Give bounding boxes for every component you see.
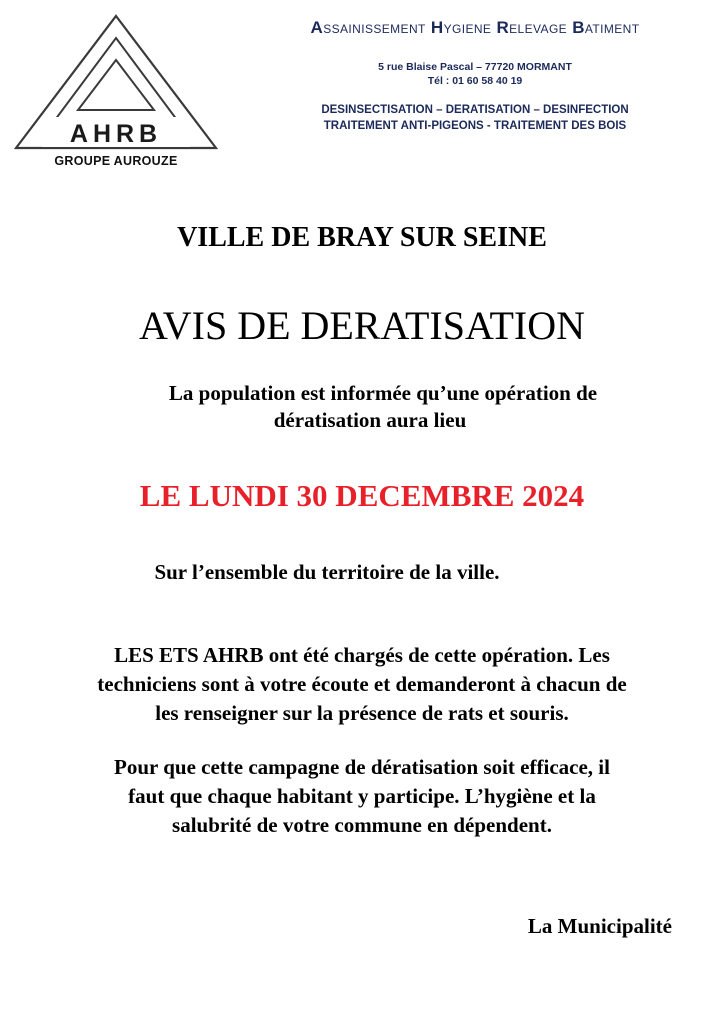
town-heading: VILLE DE BRAY SUR SEINE (177, 222, 547, 253)
notice-title: AVIS DE DERATISATION (139, 303, 585, 348)
logo-brand: AHRB (69, 120, 163, 148)
services-line-2: TRAITEMENT ANTI-PIGEONS - TRAITEMENT DES BOIS (323, 120, 627, 132)
services-line-1: DESINSECTISATION – DERATISATION – DESINFECTION (321, 104, 629, 116)
paragraph-participation (30, 753, 694, 840)
scope-line: Sur l’ensemble du territoire de la ville. (154, 560, 500, 584)
company-word-1: Assainissement (310, 18, 426, 37)
signature: La Municipalité (527, 914, 672, 938)
intro-line-1: La population est informée qu’une opération de (168, 381, 598, 405)
paragraph-operator (30, 641, 694, 728)
paragraph-operator-line-3: les renseigner sur la présence de rats et souris. (155, 701, 569, 725)
company-phone: Tél : 01 60 58 40 19 (427, 75, 523, 87)
company-address: 5 rue Blaise Pascal – 77720 MORMANT (378, 61, 572, 73)
paragraph-participation-line-2: faut que chaque habitant y participe. L’hygiène et la (128, 784, 596, 808)
paragraph-operator-line-2: techniciens sont à votre écoute et demanderont à chacun de (97, 672, 627, 696)
intro-line-2: dératisation aura lieu (273, 408, 467, 432)
company-services (240, 102, 710, 134)
company-address-block (240, 60, 710, 88)
paragraph-participation-line-1: Pour que cette campagne de dératisation soit efficace, il (114, 755, 610, 779)
logo-subtitle: GROUPE AUROUZE (54, 154, 178, 168)
company-header (240, 18, 710, 134)
operation-date: LE LUNDI 30 DECEMBRE 2024 (139, 478, 585, 513)
company-name (240, 18, 710, 38)
scope-text (0, 560, 724, 585)
intro-text (0, 380, 724, 434)
paragraph-participation-line-3: salubrité de votre commune en dépendent. (172, 813, 552, 837)
company-word-2: Hygiene (430, 18, 492, 37)
paragraph-operator-line-1: LES ETS AHRB ont été chargés de cette opération. Les (114, 643, 610, 667)
triangle-logo-icon (14, 14, 218, 154)
company-word-4: Batiment (572, 18, 640, 37)
company-word-3: Relevage (496, 18, 568, 37)
company-logo (14, 14, 218, 172)
